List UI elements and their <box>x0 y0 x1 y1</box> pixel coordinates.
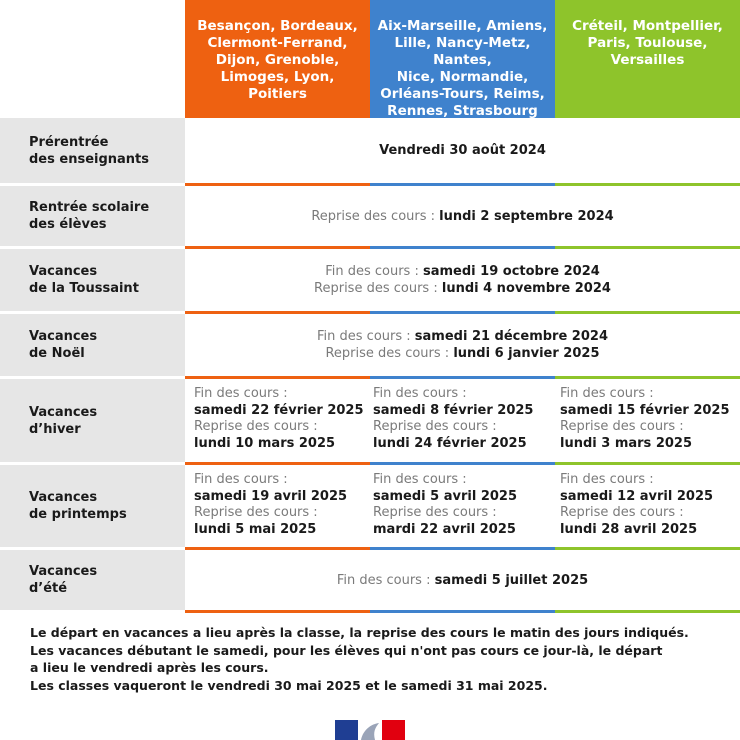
fin-value: samedi 19 octobre 2024 <box>422 264 600 279</box>
fin-label: Fin des cours : <box>373 472 467 487</box>
row-hiver <box>0 379 740 462</box>
zone-b-header: Aix-Marseille, Amiens, Lille, Nancy-Metz, Nantes, Nice, Normandie, Orléans-Tours, Reims, Rennes, Strasbourg <box>370 0 555 118</box>
reprise-label: Reprise des cours : <box>194 419 318 434</box>
note-line: a lieu le vendredi après les cours. <box>30 660 269 675</box>
row-body <box>185 186 740 246</box>
row-label: Vacances d’hiver <box>0 379 185 462</box>
row-separator <box>185 183 740 186</box>
zone-c-cell <box>551 465 740 547</box>
reprise-value: lundi 6 janvier 2025 <box>453 346 600 361</box>
fin-label: Fin des cours : <box>336 572 431 588</box>
zone-a-cell <box>185 379 364 462</box>
row-body <box>185 465 740 547</box>
fin-label: Fin des cours : <box>194 472 288 487</box>
reprise-value: lundi 28 avril 2025 <box>560 521 698 537</box>
row-separator <box>185 246 740 249</box>
reprise-label: Reprise des cours : <box>194 505 318 520</box>
note-line: Le départ en vacances a lieu après la classe, la reprise des cours le matin des jours indiqués. <box>30 625 689 640</box>
fin-label: Fin des cours : <box>317 329 411 344</box>
zone-a-cell <box>185 465 364 547</box>
row-separator <box>185 462 740 465</box>
row-separator <box>185 610 740 613</box>
reprise-value: lundi 4 novembre 2024 <box>441 281 611 296</box>
fin-value: samedi 8 février 2025 <box>373 402 534 418</box>
row-label: Prérentrée des enseignants <box>0 118 185 183</box>
row-body <box>185 118 740 183</box>
reprise-value: mardi 22 avril 2025 <box>373 521 516 537</box>
reprise-value: lundi 10 mars 2025 <box>194 435 336 451</box>
fin-label: Fin des cours : <box>373 386 467 401</box>
row-separator <box>185 376 740 379</box>
zone-b-cell <box>364 465 551 547</box>
row-label: Vacances d’été <box>0 550 185 610</box>
row-prerentree <box>0 118 740 183</box>
fin-value: samedi 15 février 2025 <box>560 402 730 418</box>
fin-label: Fin des cours : <box>560 386 654 401</box>
reprise-label: Reprise des cours : <box>560 419 684 434</box>
date-value: Vendredi 30 août 2024 <box>379 143 546 158</box>
reprise-label: Reprise des cours : <box>314 281 438 296</box>
reprise-label: Reprise des cours : <box>373 505 497 520</box>
row-body <box>185 379 740 462</box>
note-line: Les vacances débutant le samedi, pour les élèves qui n'ont pas cours ce jour-là, le départ <box>30 642 663 658</box>
row-label: Rentrée scolaire des élèves <box>0 186 185 246</box>
fin-label: Fin des cours : <box>194 386 288 401</box>
zone-c-cell <box>551 379 740 462</box>
reprise-label: Reprise des cours : <box>311 208 436 224</box>
row-body <box>185 550 740 610</box>
row-body <box>185 314 740 376</box>
zone-c-header: Créteil, Montpellier, Paris, Toulouse, Versailles <box>555 0 740 118</box>
fin-value: samedi 19 avril 2025 <box>194 488 348 504</box>
reprise-label: Reprise des cours : <box>373 419 497 434</box>
fin-value: samedi 21 décembre 2024 <box>414 329 608 344</box>
row-ete <box>0 550 740 610</box>
zone-a-header: Besançon, Bordeaux, Clermont-Ferrand, Dijon, Grenoble, Limoges, Lyon, Poitiers <box>185 0 370 118</box>
reprise-label: Reprise des cours : <box>325 346 450 361</box>
row-label: Vacances de Noël <box>0 314 185 376</box>
note-line: Les classes vaqueront le vendredi 30 mai 2025 et le samedi 31 mai 2025. <box>30 677 548 693</box>
fin-value: samedi 5 avril 2025 <box>373 488 518 504</box>
fin-value: samedi 5 juillet 2025 <box>434 572 589 588</box>
republique-francaise-logo-icon <box>335 720 405 740</box>
row-separator <box>185 547 740 550</box>
reprise-value: lundi 5 mai 2025 <box>194 521 317 537</box>
reprise-value: lundi 24 février 2025 <box>373 435 527 451</box>
row-noel <box>0 314 740 376</box>
row-separator <box>185 311 740 314</box>
reprise-label: Reprise des cours : <box>560 505 684 520</box>
row-label: Vacances de printemps <box>0 465 185 547</box>
zone-b-cell <box>364 379 551 462</box>
fin-value: samedi 22 février 2025 <box>194 402 364 418</box>
fin-label: Fin des cours : <box>560 472 654 487</box>
fin-label: Fin des cours : <box>325 264 419 279</box>
row-printemps <box>0 465 740 547</box>
row-body <box>185 249 740 311</box>
row-toussaint <box>0 249 740 311</box>
fin-value: samedi 12 avril 2025 <box>560 488 714 504</box>
reprise-value: lundi 2 septembre 2024 <box>439 208 614 224</box>
row-rentree <box>0 186 740 246</box>
footnotes <box>30 624 730 694</box>
row-label: Vacances de la Toussaint <box>0 249 185 311</box>
reprise-value: lundi 3 mars 2025 <box>560 435 692 451</box>
